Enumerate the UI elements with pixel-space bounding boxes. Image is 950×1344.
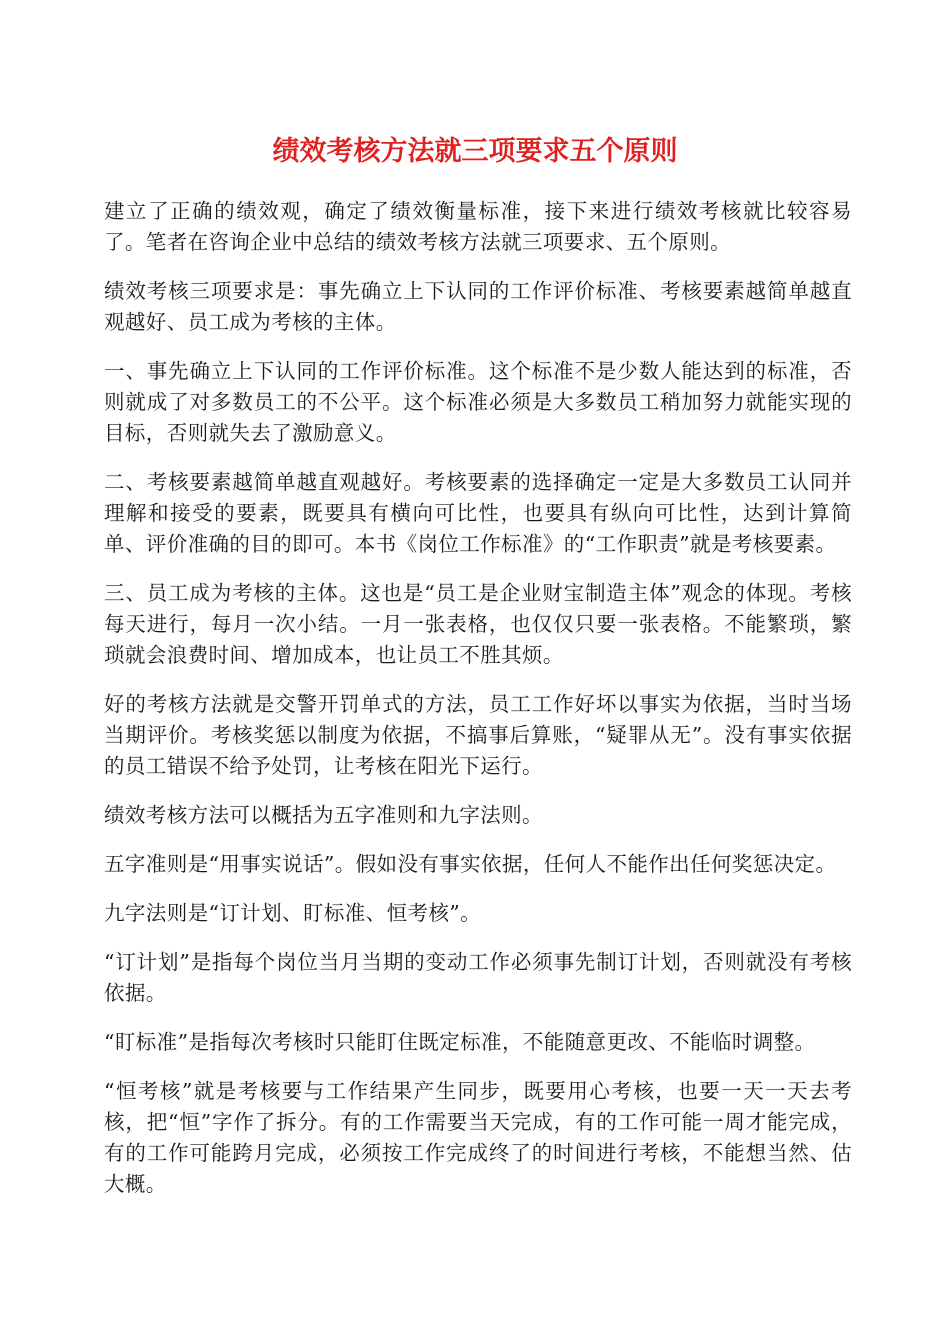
paragraph: 五字准则是“用事实说话”。假如没有事实依据，任何人不能作出任何奖惩决定。	[104, 852, 837, 876]
paragraph: “恒考核”就是考核要与工作结果产生同步，既要用心考核，也要一天一天去考核，把“恒”字作了拆分。有的工作需要当天完成，有的工作可能一周才能完成，有的工作可能跨月完成，必须按工作完成终了的时间进行考核，不能想当然、估大概。	[104, 1079, 852, 1196]
paragraph: 绩效考核方法可以概括为五字准则和九字法则。	[104, 803, 543, 827]
paragraph: 建立了正确的绩效观，确定了绩效衡量标准，接下来进行绩效考核就比较容易了。笔者在咨询企业中总结的绩效考核方法就三项要求、五个原则。	[104, 199, 852, 254]
document-body	[104, 196, 852, 1218]
paragraph: 二、考核要素越简单越直观越好。考核要素的选择确定一定是大多数员工认同并理解和接受的要素，既要具有横向可比性，也要具有纵向可比性，达到计算简单、评价准确的目的即可。本书《岗位工作标准》的“工作职责”就是考核要素。	[104, 470, 852, 556]
paragraph: 一、事先确立上下认同的工作评价标准。这个标准不是少数人能达到的标准，否则就成了对多数员工的不公平。这个标准必须是大多数员工稍加努力就能实现的目标，否则就失去了激励意义。	[104, 359, 852, 445]
paragraph: 绩效考核三项要求是：事先确立上下认同的工作评价标准、考核要素越简单越直观越好、员工成为考核的主体。	[104, 279, 852, 334]
paragraph: “订计划”是指每个岗位当月当期的变动工作必须事先制订计划，否则就没有考核依据。	[104, 950, 852, 1005]
paragraph: 九字法则是“订计划、盯标准、恒考核”。	[104, 901, 482, 925]
paragraph: 三、员工成为考核的主体。这也是“员工是企业财宝制造主体”观念的体现。考核每天进行，每月一次小结。一月一张表格，也仅仅只要一张表格。不能繁琐，繁琐就会浪费时间、增加成本，也让员工不胜其烦。	[104, 581, 852, 667]
paragraph: 好的考核方法就是交警开罚单式的方法，员工工作好坏以事实为依据，当时当场当期评价。考核奖惩以制度为依据，不搞事后算账，“疑罪从无”。没有事实依据的员工错误不给予处罚，让考核在阳光下运行。	[104, 692, 852, 778]
paragraph: “盯标准”是指每次考核时只能盯住既定标准，不能随意更改、不能临时调整。	[104, 1030, 816, 1054]
document-title: 绩效考核方法就三项要求五个原则	[272, 136, 678, 167]
